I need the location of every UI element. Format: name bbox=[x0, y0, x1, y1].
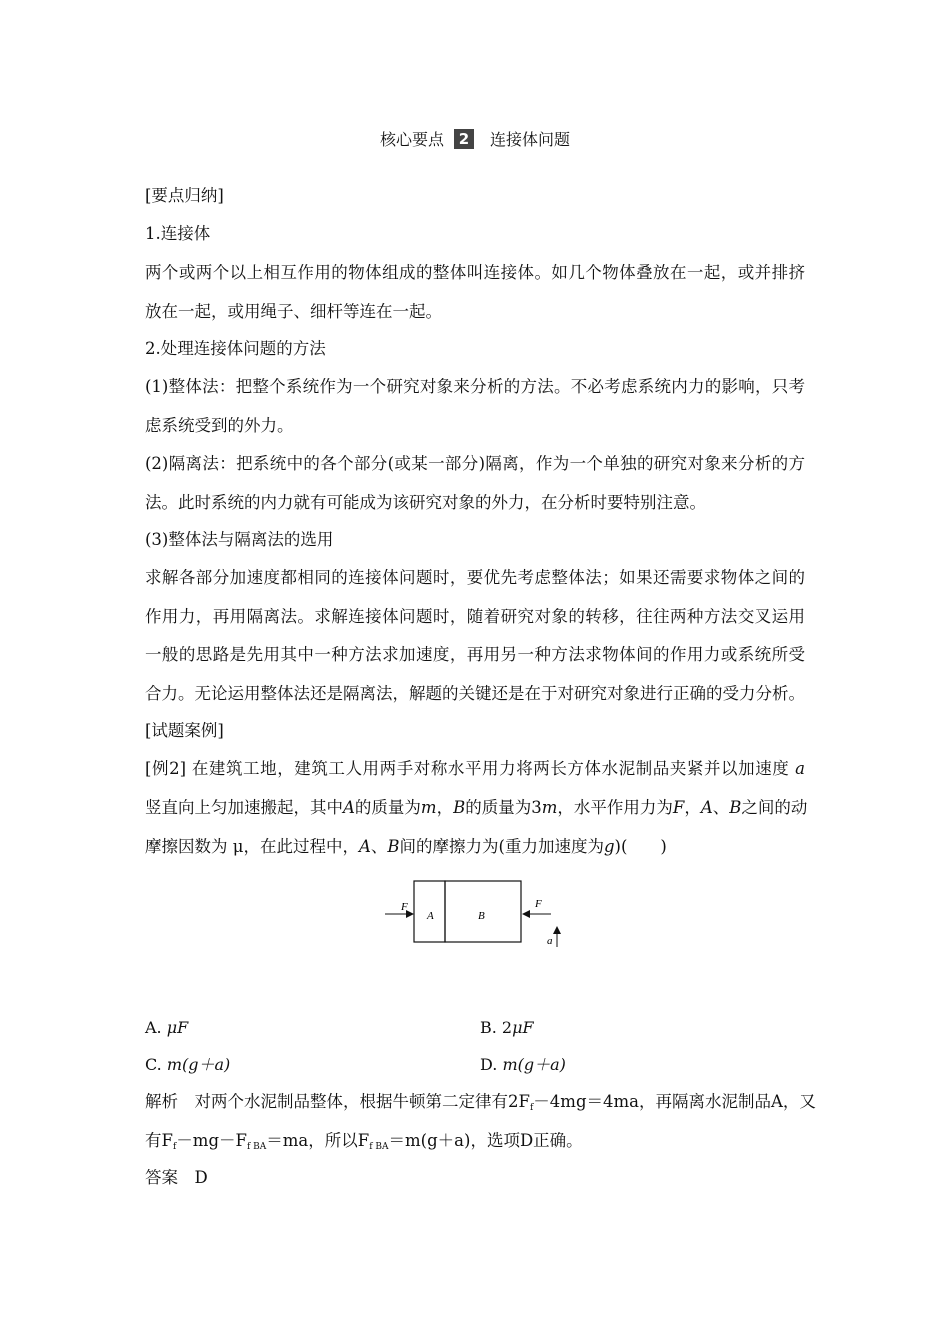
label-force-right: F bbox=[535, 898, 542, 910]
label-force-left: F bbox=[401, 901, 408, 913]
page-title bbox=[0, 128, 950, 152]
example-line-1: [例2] 在建筑工地，建筑工人用两手对称水平用力将两长方体水泥制品夹紧并以加速度 a bbox=[145, 759, 806, 778]
section-case: [试题案例] bbox=[145, 721, 224, 740]
paragraph-line: 虑系统受到的外力。 bbox=[145, 416, 294, 435]
title-right: 连接体问题 bbox=[490, 130, 571, 149]
example-tag: [例2] bbox=[145, 759, 187, 778]
answer-line: 答案 D bbox=[145, 1168, 208, 1187]
example-line-2: 竖直向上匀加速搬起，其中A的质量为m，B的质量为3m，水平作用力为F，A、B之间的动 bbox=[145, 798, 808, 817]
choice-a[interactable]: A. μF bbox=[145, 1018, 189, 1037]
choice-c[interactable]: C. m(g＋a) bbox=[145, 1055, 231, 1074]
paragraph-line: (1)整体法：把整个系统作为一个研究对象来分析的方法。不必考虑系统内力的影响，只考 bbox=[145, 377, 805, 396]
label-acceleration: a bbox=[547, 935, 553, 947]
paragraph-line: 作用力，再用隔离法。求解连接体问题时，随着研究对象的转移，往往两种方法交叉运用 bbox=[145, 607, 805, 626]
paragraph-line: (2)隔离法：把系统中的各个部分(或某一部分)隔离，作为一个单独的研究对象来分析的方 bbox=[145, 454, 805, 473]
label-block-b: B bbox=[478, 910, 485, 922]
blocks-diagram bbox=[375, 872, 575, 954]
paragraph-line: 求解各部分加速度都相同的连接体问题时，要优先考虑整体法；如果还需要求物体之间的 bbox=[145, 568, 805, 587]
example-line-3: 摩擦因数为 μ，在此过程中，A、B间的摩擦力为(重力加速度为g)( ) bbox=[145, 837, 667, 856]
solution-line-1: 解析 对两个水泥制品整体，根据牛顿第二定律有$2F_f-4mg=4ma$，再隔离水泥制品A，又 bbox=[145, 1092, 816, 1113]
paragraph-line: 合力。无论运用整体法还是隔离法，解题的关键还是在于对研究对象进行正确的受力分析。 bbox=[145, 684, 805, 703]
paragraph-line: 法。此时系统的内力就有可能成为该研究对象的外力，在分析时要特别注意。 bbox=[145, 493, 706, 512]
solution-line-2: 有$F_f-mg-F_{f BA}=ma$，所以$F_{f BA}=m(g+a)$，选项D正确。 bbox=[145, 1131, 583, 1152]
title-left: 核心要点 bbox=[379, 130, 444, 149]
paragraph-line: 两个或两个以上相互作用的物体组成的整体叫连接体。如几个物体叠放在一起，或并排挤 bbox=[145, 263, 805, 282]
choice-b[interactable]: B. 2μF bbox=[480, 1018, 534, 1037]
title-number-badge: 2 bbox=[454, 129, 474, 149]
heading-methods: 2.处理连接体问题的方法 bbox=[145, 339, 326, 358]
subheading-selection: (3)整体法与隔离法的选用 bbox=[145, 530, 334, 549]
heading-connected-body: 1.连接体 bbox=[145, 224, 211, 243]
paragraph-line: 一般的思路是先用其中一种方法求加速度，再用另一种方法求物体间的作用力或系统所受 bbox=[145, 645, 805, 664]
section-key-points: [要点归纳] bbox=[145, 186, 224, 205]
paragraph-line: 放在一起，或用绳子、细杆等连在一起。 bbox=[145, 302, 442, 321]
choice-d[interactable]: D. m(g＋a) bbox=[480, 1055, 566, 1074]
label-block-a: A bbox=[427, 910, 434, 922]
